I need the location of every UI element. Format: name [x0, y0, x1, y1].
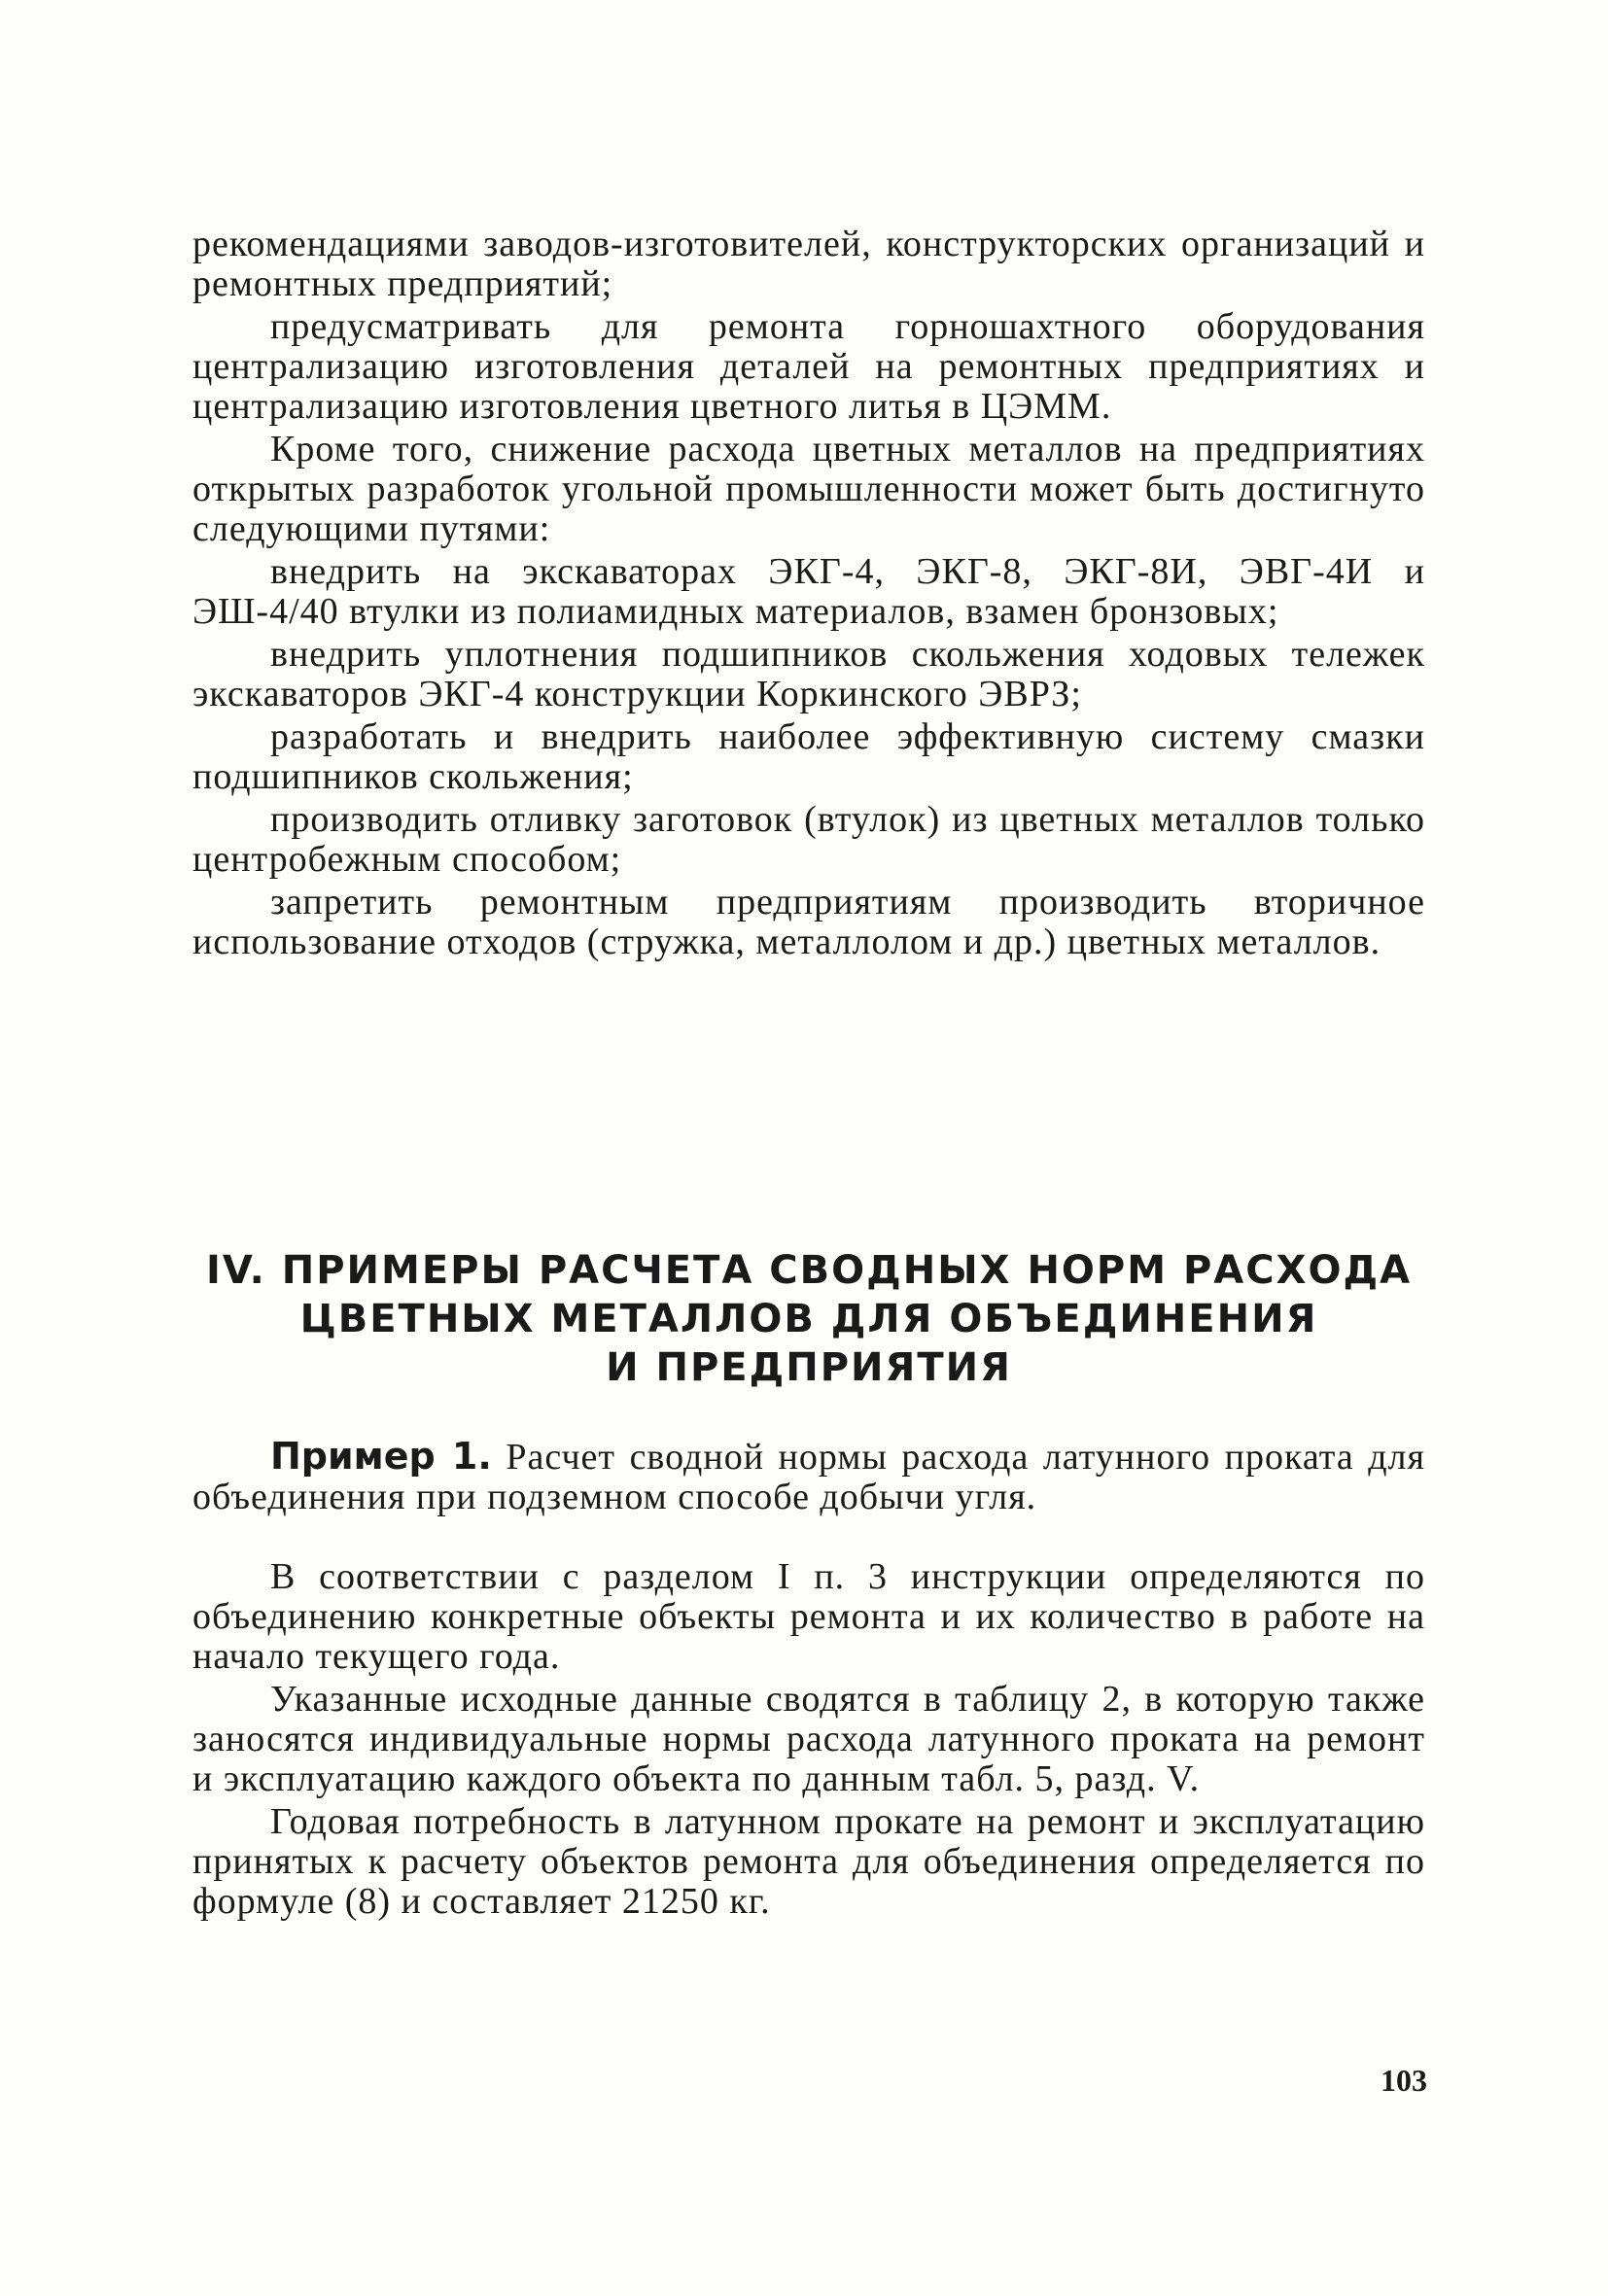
- paragraph: Кроме того, снижение расхода цветных металлов на предприятиях открытых разработок угольной промышленности может быть достигнуто следующими путями:: [192, 429, 1425, 549]
- body-text-bottom: [192, 1437, 1425, 1925]
- paragraph: Указанные исходные данные сводятся в таблицу 2, в которую также заносятся индивидуальные нормы расхода латунного проката на ремонт и эксплуатацию каждого объекта по данным табл. 5, разд. V.: [192, 1679, 1425, 1799]
- example-text: Расчет сводной нормы расхода латунного проката для объединения при подземном способе добычи угля.: [192, 1437, 1425, 1517]
- page-number: 103: [1381, 2063, 1427, 2098]
- paragraph: рекомендациями заводов-изготовителей, конструкторских организаций и ремонтных предприятий;: [192, 224, 1425, 304]
- paragraph: запретить ремонтным предприятиям производить вторичное использование отходов (стружка, металлолом и др.) цветных металлов.: [192, 882, 1425, 962]
- paragraph: разработать и внедрить наиболее эффективную систему смазки подшипников скольжения;: [192, 716, 1425, 797]
- paragraph: предусматривать для ремонта горношахтного оборудования централизацию изготовления деталей на ремонтных предприятиях и централизацию изготовления цветного литья в ЦЭММ.: [192, 306, 1425, 427]
- body-text-top: [192, 225, 1425, 965]
- spacer: [192, 1520, 1425, 1557]
- heading-line: IV. ПРИМЕРЫ РАСЧЕТА СВОДНЫХ НОРМ РАСХОДА: [205, 1248, 1413, 1293]
- paragraph: В соответствии с разделом I п. 3 инструкции определяются по объединению конкретные объекты ремонта и их количество в работе на начало текущего года.: [192, 1556, 1425, 1677]
- paragraph: внедрить уплотнения подшипников скольжения ходовых тележек экскаваторов ЭКГ-4 конструкции Коркинского ЭВРЗ;: [192, 634, 1425, 714]
- paragraph: Годовая потребность в латунном прокате на ремонт и эксплуатацию принятых к расчету объектов ремонта для объединения определяется по формуле (8) и составляет 21250 кг.: [192, 1801, 1425, 1922]
- paragraph: производить отливку заготовок (втулок) из цветных металлов только центробежным способом;: [192, 799, 1425, 880]
- heading-line: ЦВЕТНЫХ МЕТАЛЛОВ ДЛЯ ОБЪЕДИНЕНИЯ: [299, 1297, 1318, 1341]
- example-paragraph: [192, 1437, 1425, 1517]
- example-label: Пример 1.: [270, 1435, 492, 1478]
- heading-line: И ПРЕДПРИЯТИЯ: [606, 1345, 1012, 1390]
- paragraph: внедрить на экскаваторах ЭКГ-4, ЭКГ-8, ЭКГ-8И, ЭВГ-4И и ЭШ-4/40 втулки из полиамидных материалов, взамен бронзовых;: [192, 551, 1425, 632]
- section-heading: [192, 1246, 1425, 1392]
